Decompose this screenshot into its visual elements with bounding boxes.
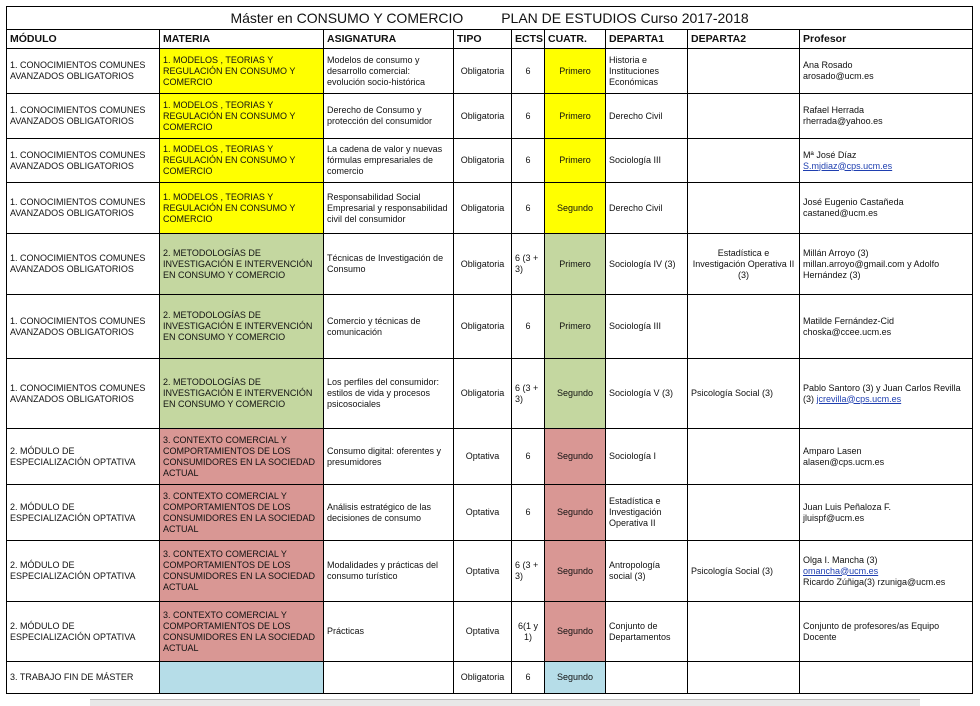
profesor-email-link[interactable]: jcrevilla@cps.ucm.es xyxy=(816,393,902,404)
cell-modulo: 2. MÓDULO DE ESPECIALIZACIÓN OPTATIVA xyxy=(7,429,160,485)
cell-cuatr: Primero xyxy=(545,139,606,183)
table-row xyxy=(7,49,973,94)
cell-departa1: Estadística e Investigación Operativa II xyxy=(606,485,688,541)
cell-modulo: 2. MÓDULO DE ESPECIALIZACIÓN OPTATIVA xyxy=(7,541,160,602)
table-row xyxy=(7,359,973,429)
profesor-name: Rafael Herrada xyxy=(803,105,865,115)
cell-profesor xyxy=(800,359,973,429)
cell-departa2: Psicología Social (3) xyxy=(688,541,800,602)
cell-departa1: Derecho Civil xyxy=(606,183,688,234)
cell-departa1: Sociología III xyxy=(606,139,688,183)
cell-departa2: Estadística e Investigación Operativa II (3) xyxy=(688,234,800,295)
cell-departa2 xyxy=(688,183,800,234)
profesor-name: Amparo Lasen xyxy=(803,445,862,456)
cell-departa2 xyxy=(688,295,800,359)
cell-cuatr: Primero xyxy=(545,49,606,94)
cell-cuatr: Primero xyxy=(545,234,606,295)
cell-materia xyxy=(160,662,324,694)
cell-modulo: 3. TRABAJO FIN DE MÁSTER xyxy=(7,662,160,694)
profesor-name: Juan Luis Peñaloza F. xyxy=(803,501,892,512)
profesor-email: arosado@ucm.es xyxy=(803,71,874,81)
cell-cuatr: Segundo xyxy=(545,541,606,602)
cell-ects: 6(1 y 1) xyxy=(512,602,545,662)
profesor-second: Ricardo Zúñiga(3) rzuniga@ucm.es xyxy=(803,576,946,587)
cell-cuatr: Segundo xyxy=(545,662,606,694)
cell-materia: 2. METODOLOGÍAS DE INVESTIGACIÓN E INTERVENCIÓN EN CONSUMO Y COMERCIO xyxy=(160,295,324,359)
cell-cuatr: Segundo xyxy=(545,602,606,662)
cell-departa1: Antropología social (3) xyxy=(606,541,688,602)
header-departa1: DEPARTA1 xyxy=(606,30,688,49)
cell-profesor xyxy=(800,662,973,694)
cell-modulo: 1. CONOCIMIENTOS COMUNES AVANZADOS OBLIGATORIOS xyxy=(7,183,160,234)
cell-departa2: Psicología Social (3) xyxy=(688,359,800,429)
cell-ects: 6 xyxy=(512,485,545,541)
table-row xyxy=(7,234,973,295)
profesor-name: Mª José Díaz xyxy=(803,149,857,160)
cell-asignatura: Prácticas xyxy=(324,602,454,662)
cell-modulo: 1. CONOCIMIENTOS COMUNES AVANZADOS OBLIGATORIOS xyxy=(7,94,160,139)
header-materia: MATERIA xyxy=(160,30,324,49)
cell-departa2 xyxy=(688,94,800,139)
cell-departa2 xyxy=(688,139,800,183)
cell-cuatr: Primero xyxy=(545,295,606,359)
cell-asignatura: Comercio y técnicas de comunicación xyxy=(324,295,454,359)
cell-ects: 6 xyxy=(512,183,545,234)
cell-cuatr: Primero xyxy=(545,94,606,139)
header-modulo: MÓDULO xyxy=(7,30,160,49)
cell-departa1: Conjunto de Departamentos xyxy=(606,602,688,662)
table-row xyxy=(7,485,973,541)
cell-asignatura: Modalidades y prácticas del consumo turístico xyxy=(324,541,454,602)
cell-asignatura: Técnicas de Investigación de Consumo xyxy=(324,234,454,295)
profesor-name: Pablo Santoro (3) y Juan Carlos Revilla (3) xyxy=(803,382,961,404)
profesor-email: jluispf@ucm.es xyxy=(803,512,865,523)
cell-ects: 6 xyxy=(512,429,545,485)
cell-departa1: Historia e Instituciones Económicas xyxy=(606,49,688,94)
profesor-email: choska@ccee.ucm.es xyxy=(803,326,892,337)
profesor-email: castaned@ucm.es xyxy=(803,208,878,218)
cell-cuatr: Segundo xyxy=(545,359,606,429)
document-title xyxy=(7,7,973,30)
cell-materia: 2. METODOLOGÍAS DE INVESTIGACIÓN E INTERVENCIÓN EN CONSUMO Y COMERCIO xyxy=(160,234,324,295)
cell-tipo: Obligatoria xyxy=(454,359,512,429)
cell-asignatura: Modelos de consumo y desarrollo comercial: evolución socio-histórica xyxy=(324,49,454,94)
study-plan-table xyxy=(6,6,973,694)
cell-departa2 xyxy=(688,429,800,485)
cell-ects: 6 (3 + 3) xyxy=(512,234,545,295)
cell-materia: 3. CONTEXTO COMERCIAL Y COMPORTAMIENTOS DE LOS CONSUMIDORES EN LA SOCIEDAD ACTUAL xyxy=(160,485,324,541)
table-row xyxy=(7,139,973,183)
cell-tipo: Obligatoria xyxy=(454,183,512,234)
cell-ects: 6 xyxy=(512,295,545,359)
cell-departa1 xyxy=(606,662,688,694)
cell-materia: 3. CONTEXTO COMERCIAL Y COMPORTAMIENTOS DE LOS CONSUMIDORES EN LA SOCIEDAD ACTUAL xyxy=(160,541,324,602)
table-row xyxy=(7,94,973,139)
profesor-email-link[interactable]: omancha@ucm.es xyxy=(803,565,879,576)
cell-tipo: Obligatoria xyxy=(454,234,512,295)
cell-tipo: Obligatoria xyxy=(454,94,512,139)
cell-ects: 6 xyxy=(512,662,545,694)
cell-modulo: 1. CONOCIMIENTOS COMUNES AVANZADOS OBLIGATORIOS xyxy=(7,234,160,295)
cell-tipo: Optativa xyxy=(454,541,512,602)
table-row xyxy=(7,183,973,234)
table-row xyxy=(7,541,973,602)
cell-materia: 1. MODELOS , TEORIAS Y REGULACIÓN EN CONSUMO Y COMERCIO xyxy=(160,183,324,234)
header-profesor: Profesor xyxy=(800,30,973,49)
cell-departa1: Sociología V (3) xyxy=(606,359,688,429)
profesor-name: Ana Rosado xyxy=(803,60,853,70)
cell-profesor: Millán Arroyo (3) millan.arroyo@gmail.com y Adolfo Hernández (3) xyxy=(800,234,973,295)
cell-modulo: 1. CONOCIMIENTOS COMUNES AVANZADOS OBLIGATORIOS xyxy=(7,49,160,94)
header-departa2: DEPARTA2 xyxy=(688,30,800,49)
cell-modulo: 1. CONOCIMIENTOS COMUNES AVANZADOS OBLIGATORIOS xyxy=(7,359,160,429)
cell-tipo: Optativa xyxy=(454,429,512,485)
table-row xyxy=(7,602,973,662)
header-cuatr: CUATR. xyxy=(545,30,606,49)
cell-materia: 3. CONTEXTO COMERCIAL Y COMPORTAMIENTOS DE LOS CONSUMIDORES EN LA SOCIEDAD ACTUAL xyxy=(160,602,324,662)
cell-materia: 1. MODELOS , TEORIAS Y REGULACIÓN EN CONSUMO Y COMERCIO xyxy=(160,49,324,94)
cell-asignatura: Los perfiles del consumidor: estilos de vida y procesos psicosociales xyxy=(324,359,454,429)
asignatura-text: Consumo digital: oferentes y presumidores xyxy=(327,445,442,467)
cell-materia: 2. METODOLOGÍAS DE INVESTIGACIÓN E INTERVENCIÓN EN CONSUMO Y COMERCIO xyxy=(160,359,324,429)
cell-departa1: Derecho Civil xyxy=(606,94,688,139)
cell-departa2 xyxy=(688,49,800,94)
cell-cuatr: Segundo xyxy=(545,429,606,485)
profesor-name: Olga I. Mancha (3) xyxy=(803,554,878,565)
profesor-name: Matilde Fernández-Cid xyxy=(803,315,895,326)
header-ects: ECTS xyxy=(512,30,545,49)
cell-asignatura xyxy=(324,429,454,485)
cell-profesor xyxy=(800,183,973,234)
cell-profesor xyxy=(800,485,973,541)
cell-asignatura: Derecho de Consumo y protección del consumidor xyxy=(324,94,454,139)
title-plan: PLAN DE ESTUDIOS Curso 2017-2018 xyxy=(501,9,749,26)
cell-departa2 xyxy=(688,485,800,541)
cell-tipo: Obligatoria xyxy=(454,49,512,94)
cell-departa1: Sociología III xyxy=(606,295,688,359)
profesor-name: José Eugenio Castañeda xyxy=(803,197,904,207)
profesor-email: alasen@cps.ucm.es xyxy=(803,456,885,467)
cell-profesor xyxy=(800,295,973,359)
cell-modulo: 2. MÓDULO DE ESPECIALIZACIÓN OPTATIVA xyxy=(7,602,160,662)
cell-profesor xyxy=(800,429,973,485)
cell-tipo: Obligatoria xyxy=(454,295,512,359)
table-row xyxy=(7,295,973,359)
cell-departa1: Sociología IV (3) xyxy=(606,234,688,295)
cell-asignatura xyxy=(324,662,454,694)
cell-profesor xyxy=(800,541,973,602)
cell-profesor: Conjunto de profesores/as Equipo Docente xyxy=(800,602,973,662)
cell-ects: 6 xyxy=(512,94,545,139)
cell-ects: 6 (3 + 3) xyxy=(512,359,545,429)
cell-departa1: Sociología I xyxy=(606,429,688,485)
cell-ects: 6 xyxy=(512,139,545,183)
header-asignatura: ASIGNATURA xyxy=(324,30,454,49)
cell-materia: 1. MODELOS , TEORIAS Y REGULACIÓN EN CONSUMO Y COMERCIO xyxy=(160,94,324,139)
cell-cuatr: Segundo xyxy=(545,183,606,234)
cell-cuatr: Segundo xyxy=(545,485,606,541)
cell-profesor xyxy=(800,94,973,139)
profesor-email-link[interactable]: S.mjdiaz@cps.ucm.es xyxy=(803,160,893,171)
title-row xyxy=(7,7,973,30)
cell-asignatura: Responsabilidad Social Empresarial y responsabilidad civil del consumidor xyxy=(324,183,454,234)
cell-modulo: 2. MÓDULO DE ESPECIALIZACIÓN OPTATIVA xyxy=(7,485,160,541)
cell-ects: 6 xyxy=(512,49,545,94)
cell-materia: 3. CONTEXTO COMERCIAL Y COMPORTAMIENTOS DE LOS CONSUMIDORES EN LA SOCIEDAD ACTUAL xyxy=(160,429,324,485)
cell-tipo: Obligatoria xyxy=(454,662,512,694)
cell-modulo: 1. CONOCIMIENTOS COMUNES AVANZADOS OBLIGATORIOS xyxy=(7,295,160,359)
cell-materia: 1. MODELOS , TEORIAS Y REGULACIÓN EN CONSUMO Y COMERCIO xyxy=(160,139,324,183)
cell-tipo: Optativa xyxy=(454,485,512,541)
cell-tipo: Obligatoria xyxy=(454,139,512,183)
cell-profesor xyxy=(800,139,973,183)
cell-modulo: 1. CONOCIMIENTOS COMUNES AVANZADOS OBLIGATORIOS xyxy=(7,139,160,183)
header-row xyxy=(7,30,973,49)
cell-ects: 6 (3 + 3) xyxy=(512,541,545,602)
profesor-email: rherrada@yahoo.es xyxy=(803,116,883,126)
cell-profesor xyxy=(800,49,973,94)
title-master: Máster en CONSUMO Y COMERCIO xyxy=(230,9,464,26)
table-row xyxy=(7,429,973,485)
cell-departa2 xyxy=(688,602,800,662)
cell-asignatura: Análisis estratégico de las decisiones de consumo xyxy=(324,485,454,541)
cell-departa2 xyxy=(688,662,800,694)
cell-asignatura: La cadena de valor y nuevas fórmulas empresariales de comercio xyxy=(324,139,454,183)
header-tipo: TIPO xyxy=(454,30,512,49)
table-row xyxy=(7,662,973,694)
cell-tipo: Optativa xyxy=(454,602,512,662)
